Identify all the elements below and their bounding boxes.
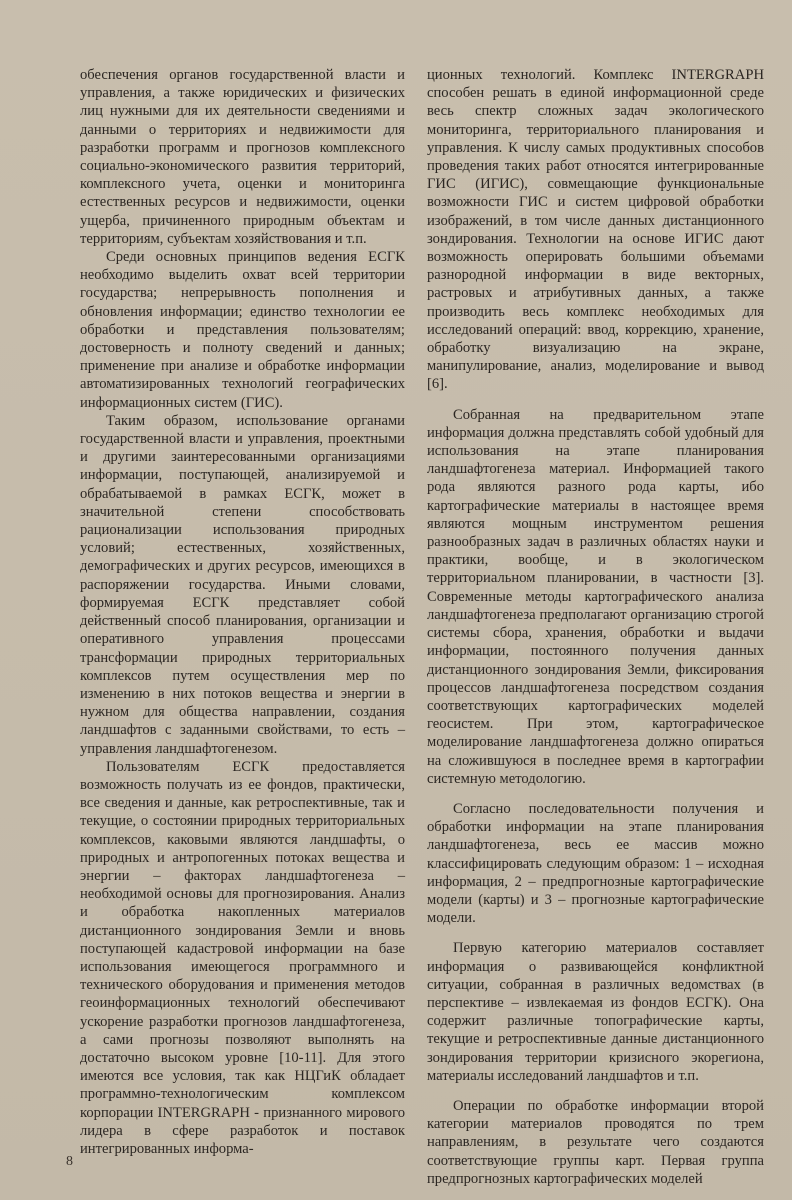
left-text-column [80, 66, 405, 1158]
right-paragraph-4: Первую категорию материалов составляет информация о развивающейся конфликтной ситуации, собранная в различных ведомствах (в перспективе – извлекаемая из фондов ЕСГК). Она содержит различные топографические карты, текущие и ретроспективные данные дистанционного зондирования территории кризисного экорегиона, материалы исследований ландшафтов и т.п. [427, 940, 764, 1084]
left-paragraph-2: Среди основных принципов ведения ЕСГК необходимо выделить охват всей территории государства; непрерывность пополнения и обновления информации; единство технологии ее обработки и представления пользователям; достоверность и полноту сведений и данных; применение при анализе и обработке информации автоматизированных технологий географических информационных систем (ГИС). [80, 249, 405, 411]
right-paragraph-3: Согласно последовательности получения и обработки информации на этапе планирования ландшафтогенеза, весь ее массив можно классифицировать следующим образом: 1 – исходная информация, 2 – предпрогнозные картографические модели (карты) и 3 – прогнозные картографические модели. [427, 800, 764, 927]
right-paragraph-2: Собранная на предварительном этапе информация должна представлять собой удобный для использования на этапе планирования ландшафтогенеза материал. Информацией такого рода являются разного рода карты, ибо картографические материалы в настоящее время являются мощным инструментом решения разнообразных задач в различных областях науки и практики, вообще, и в экологическом территориальном планировании, в частности [3]. Современные методы картографического анализа ландшафтогенеза предполагают организацию строгой системы сбора, хранения, обработки и выдачи информации, постоянного получения данных дистанционного зондирования Земли, фиксирования процессов ландшафтогенеза посредством создания соответствующих картографических моделей геосистем. При этом, картографическое моделирование ландшафтогенеза должно опираться на сложившуюся в последнее время в картографии системную методологию. [427, 406, 764, 787]
right-paragraph-5: Операции по обработке информации второй категории материалов проводятся по трем направлениям, в результате чего создаются соответствующие группы карт. Первая группа предпрогнозных картографических моделей [427, 1097, 764, 1187]
page-number: 8 [66, 1154, 73, 1169]
right-paragraph-1: ционных технологий. Комплекс INTERGRAPH способен решать в единой информационной среде весь спектр сложных задач экологического мониторинга, территориального планирования и управления. К числу самых продуктивных способов проведения таких работ относятся интегрированные ГИС (ИГИС), совмещающие функциональные возможности ГИС и систем цифровой обработки изображений, в том числе данных дистанционного зондирования. Технологии на основе ИГИС дают возможность оперировать большими объемами разнородной информации в виде векторных, растровых и атрибутивных данных, а также производить весь комплекс необходимых для исследований операций: ввод, коррекцию, хранение, обработку визуализацию на экране, манипулирование, анализ, моделирование и вывод [6]. [427, 67, 764, 393]
left-paragraph-3: Таким образом, использование органами государственной власти и управления, проектными и другими заинтересованными организациями информации, поступающей, анализируемой и обрабатываемой в рамках ЕСГК, может в значительной степени способствовать рационализации использования природных условий; естественных, хозяйственных, демографических и других ресурсов, имеющихся в распоряжении государства. Иными словами, формируемая ЕСГК представляет собой действенный способ планирования, организации и оперативного управления процессами трансформации природных территориальных комплексов путем осуществления мер по изменению в них потоков вещества и энергии в нужном для общества направлении, создания ландшафтов с заданными свойствами, то есть – управления ландшафтогенезом. [80, 412, 405, 757]
left-paragraph-4: Пользователям ЕСГК предоставляется возможность получать из ее фондов, практически, все сведения и данные, как ретроспективные, так и текущие, о состоянии природных территориальных комплексов, каковыми являются ландшафты, о природных и антропогенных потоках вещества и энергии – факторах ландшафтогенеза – необходимой основы для прогнозирования. Анализ и обработка накопленных материалов дистанционного зондирования Земли и вновь поступающей кадастровой информации на базе использования имеющегося программного и технического оборудования и применения методов геоинформационных технологий обеспечивают ускорение разработки прогнозов ландшафтогенеза, а сами прогнозы позволяют выполнять на достаточно высоком уровне [10-11]. Для этого имеются все условия, так как НЦГиК обладает программно-технологическим комплексом корпорации INTERGRAPH - признанного мирового лидера в сфере разработок и поставок интегрированных информа- [80, 758, 405, 1157]
right-text-column [427, 66, 764, 1188]
left-paragraph-1: обеспечения органов государственной власти и управления, а также юридических и физических лиц нужными для их деятельности сведениями и данными о территориях и недвижимости для разработки программ и прогнозов комплексного социально-экономического развития территорий, комплексного учета, оценки и мониторинга естественных ресурсов и недвижимости, оценки ущерба, причиненного природным объектам и территориям, субъектам хозяйствования и т.п. [80, 67, 405, 247]
